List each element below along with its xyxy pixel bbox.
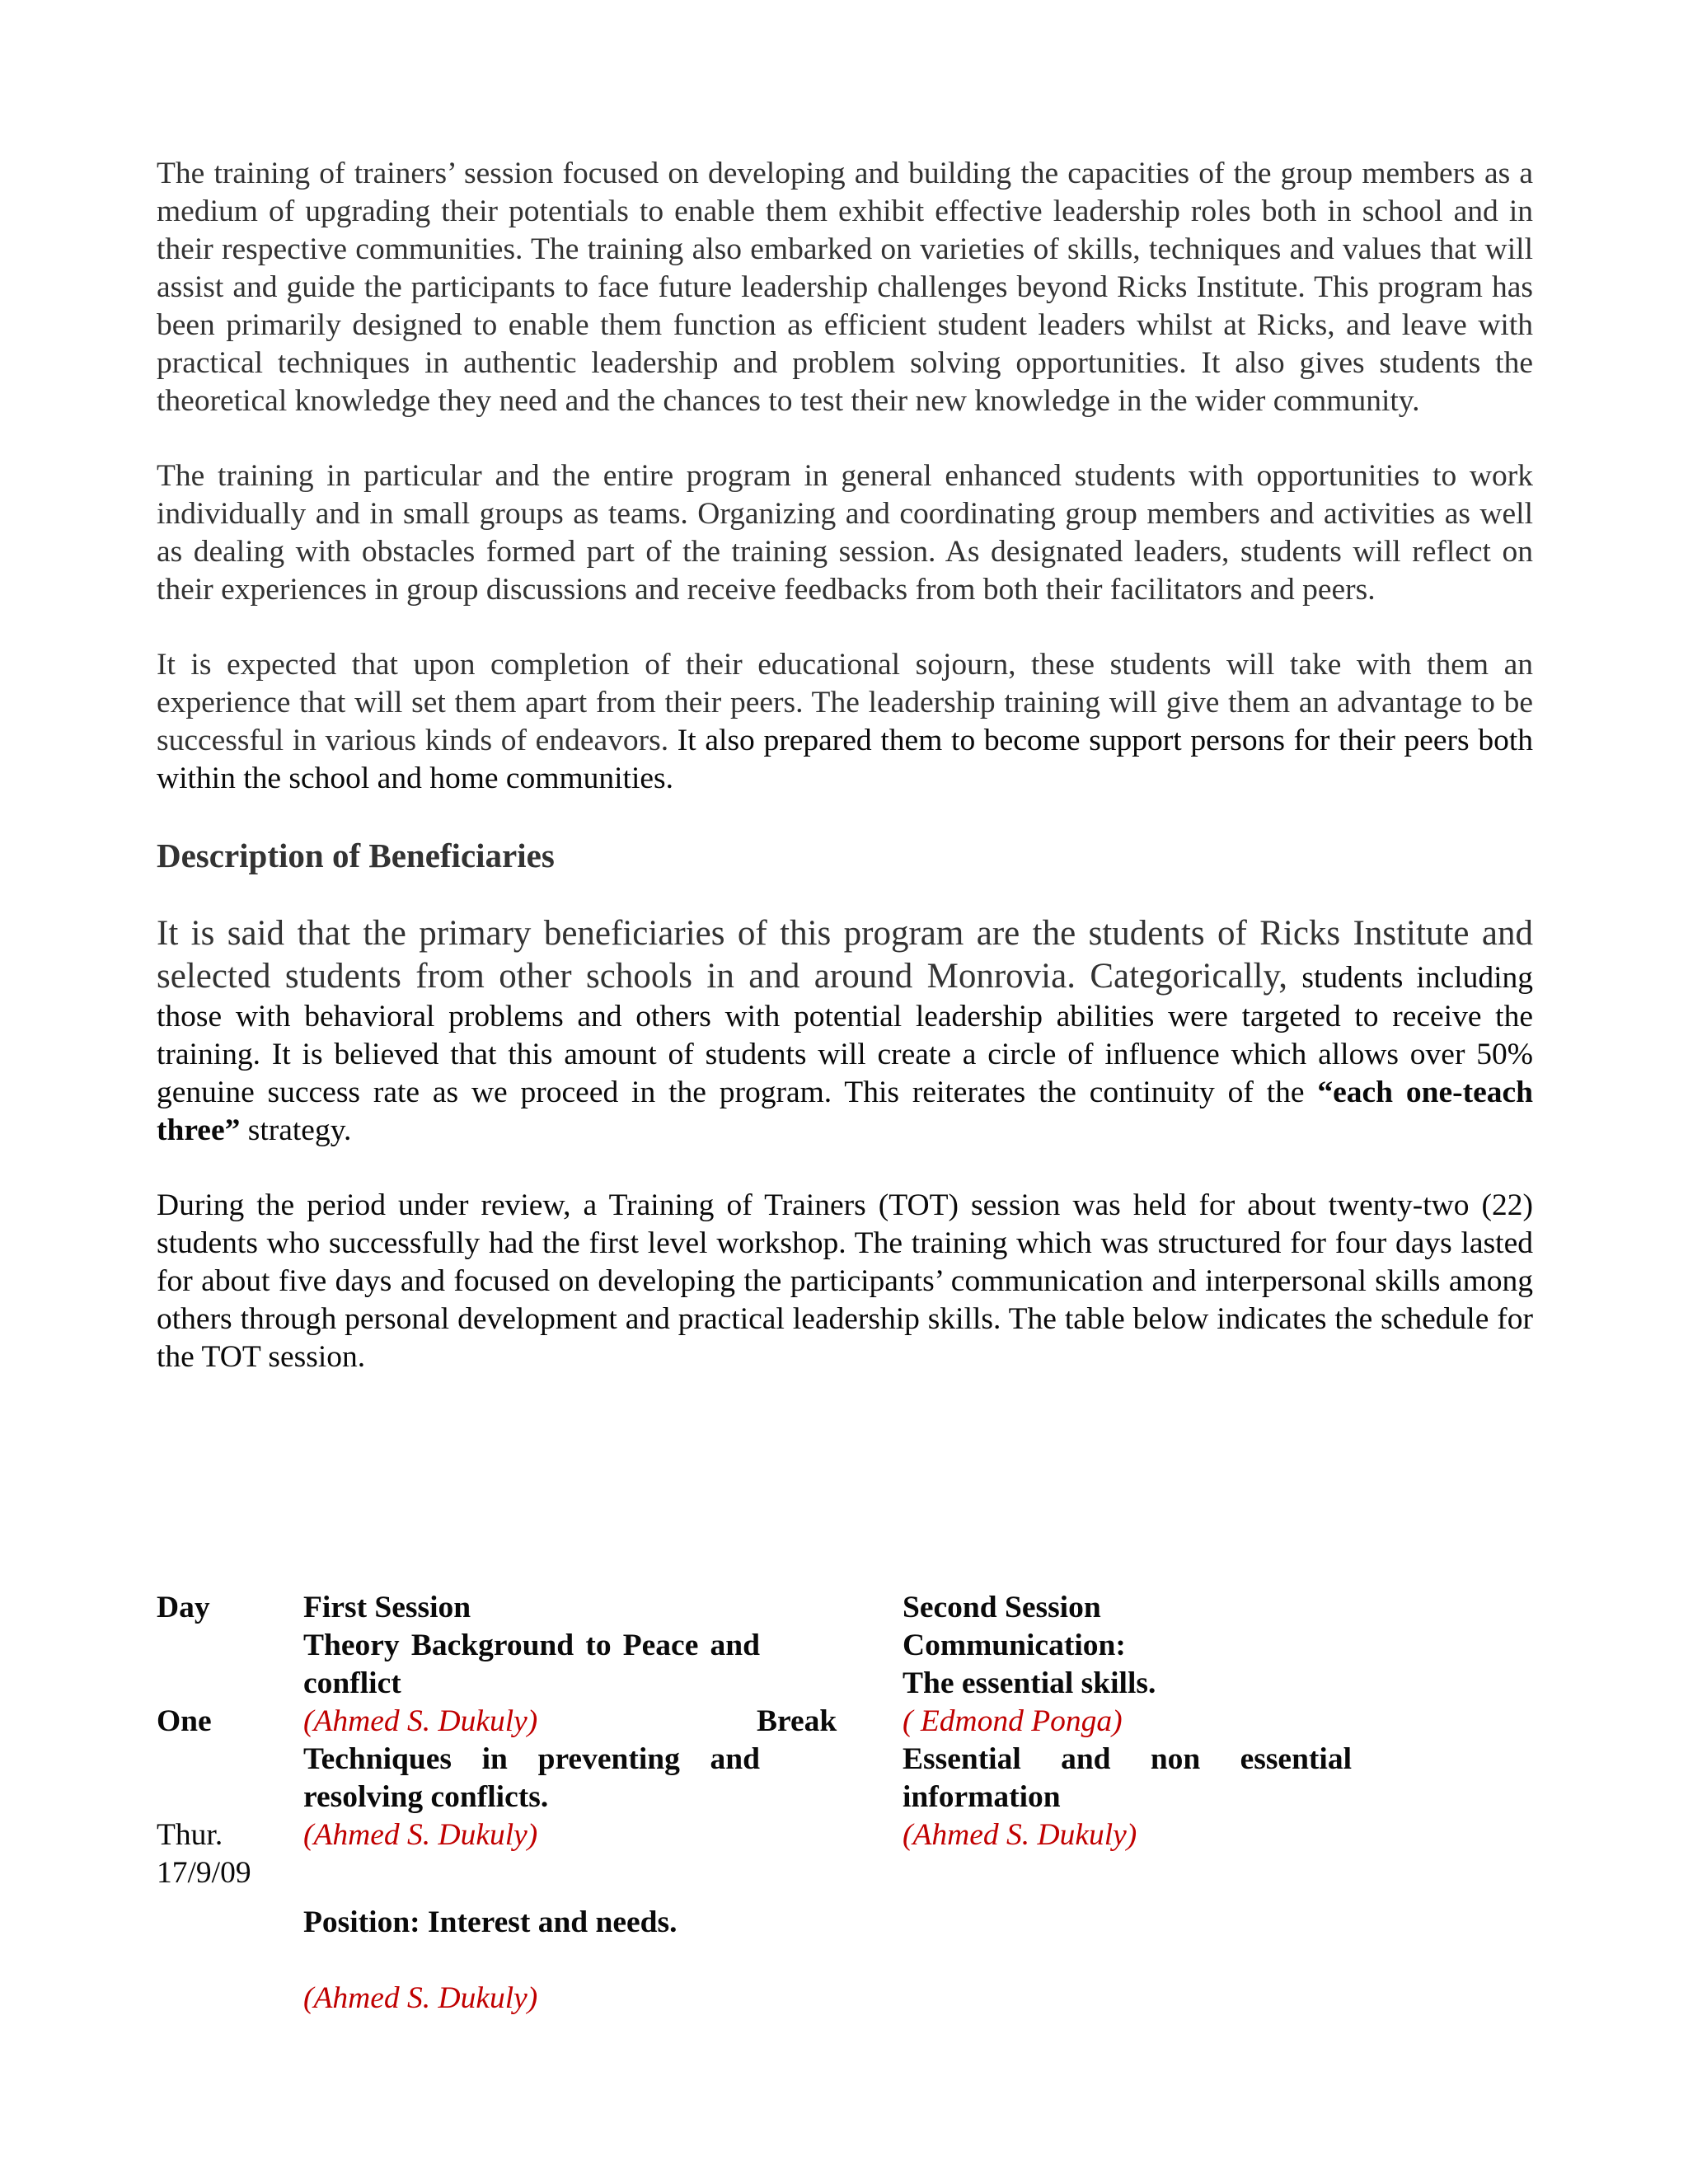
day-name: Thur.	[157, 1818, 223, 1852]
header-first-session: First Session	[303, 1591, 471, 1624]
header-second-session: Second Session	[903, 1591, 1101, 1624]
second-session-presenter: ( Edmond Ponga)	[903, 1704, 1123, 1738]
paragraph-training-overview: The training of trainers’ session focused on developing and building the capacities of the group members as a medium of upgrading their potentials to enable them exhibit effective leadership roles both in school and in their respective communities. The training also embarked on varieties of skills, techniques and values that will assist and guide the participants to face future leadership challenges beyond Ricks Institute. This program has been primarily designed to enable them function as efficient student leaders whilst at Ricks, and leave with practical techniques in authentic leadership and problem solving opportunities. It also gives students the theoretical knowledge they need and the chances to test their new knowledge in the wider community.	[157, 157, 1533, 418]
first-session-topic: Techniques in preventing and resolving conflicts.	[303, 1742, 760, 1814]
paragraph-training-program: The training in particular and the entire program in general enhanced students with opportunities to work individually and in small groups as teams. Organizing and coordinating group members and activities as well as dealing with obstacles formed part of the training session. As designated leaders, students will reflect on their experiences in group discussions and receive feedbacks from both their facilitators and peers.	[157, 459, 1533, 607]
second-session-column	[903, 1589, 1352, 1854]
second-session-topic-subtitle: The essential skills.	[903, 1666, 1156, 1700]
day-date: 17/9/09	[157, 1856, 251, 1890]
paragraph-tot-session: During the period under review, a Training of Trainers (TOT) session was held for about twenty-two (22) students who successfully had the first level workshop. The training which was structured for four days lasted for about five days and focused on developing the participants’ communication and interpersonal skills among others through personal development and practical leadership skills. The table below indicates the schedule for the TOT session.	[157, 1188, 1533, 1374]
strategy-name: “each one-teach three”	[157, 1076, 1533, 1147]
second-session-topic: Essential and non essential information	[903, 1742, 1352, 1814]
second-session-topic: Communication:	[903, 1629, 1126, 1662]
paragraph-expectations	[157, 646, 1533, 798]
first-session-presenter: (Ahmed S. Dukuly)	[303, 1704, 538, 1738]
second-session-presenter: (Ahmed S. Dukuly)	[903, 1818, 1137, 1852]
day-label: One	[157, 1704, 212, 1738]
day-column	[157, 1589, 288, 1892]
section-heading-beneficiaries: Description of Beneficiaries	[157, 837, 555, 874]
first-session-presenter: (Ahmed S. Dukuly)	[303, 1818, 538, 1852]
expectations-text: It is expected that upon completion of their educational sojourn, these students will take with them an experience that will set them apart from their peers. The leadership training will give them an advantage to be successful in various kinds of endeavors.	[157, 648, 1533, 757]
header-day: Day	[157, 1591, 210, 1624]
document-page	[157, 155, 1533, 1413]
beneficiaries-detail: students including those with behavioral problems and others with potential leadership abilities were targeted to receive the training. It is believed that this amount of students will create a circle of influence which allows over 50% genuine success rate as we proceed in the program. This reiterates the continuity of the	[157, 961, 1533, 1109]
first-session-presenter: (Ahmed S. Dukuly)	[303, 1981, 538, 2015]
beneficiaries-end: strategy.	[240, 1113, 352, 1147]
expectations-support-text: It also prepared them to become support persons for their peers both within the school and home communities.	[157, 724, 1534, 795]
first-session-column	[303, 1589, 760, 2018]
paragraph-beneficiaries	[157, 912, 1533, 1150]
beneficiaries-intro: It is said that the primary beneficiaries of this program are the students of Ricks Institute and selected students from other schools in and around Monrovia. Categorically,	[157, 914, 1533, 996]
first-session-topic: Theory Background to Peace and conflict	[303, 1629, 760, 1700]
break-label: Break	[757, 1704, 837, 1738]
first-session-topic: Position: Interest and needs.	[303, 1905, 678, 1939]
